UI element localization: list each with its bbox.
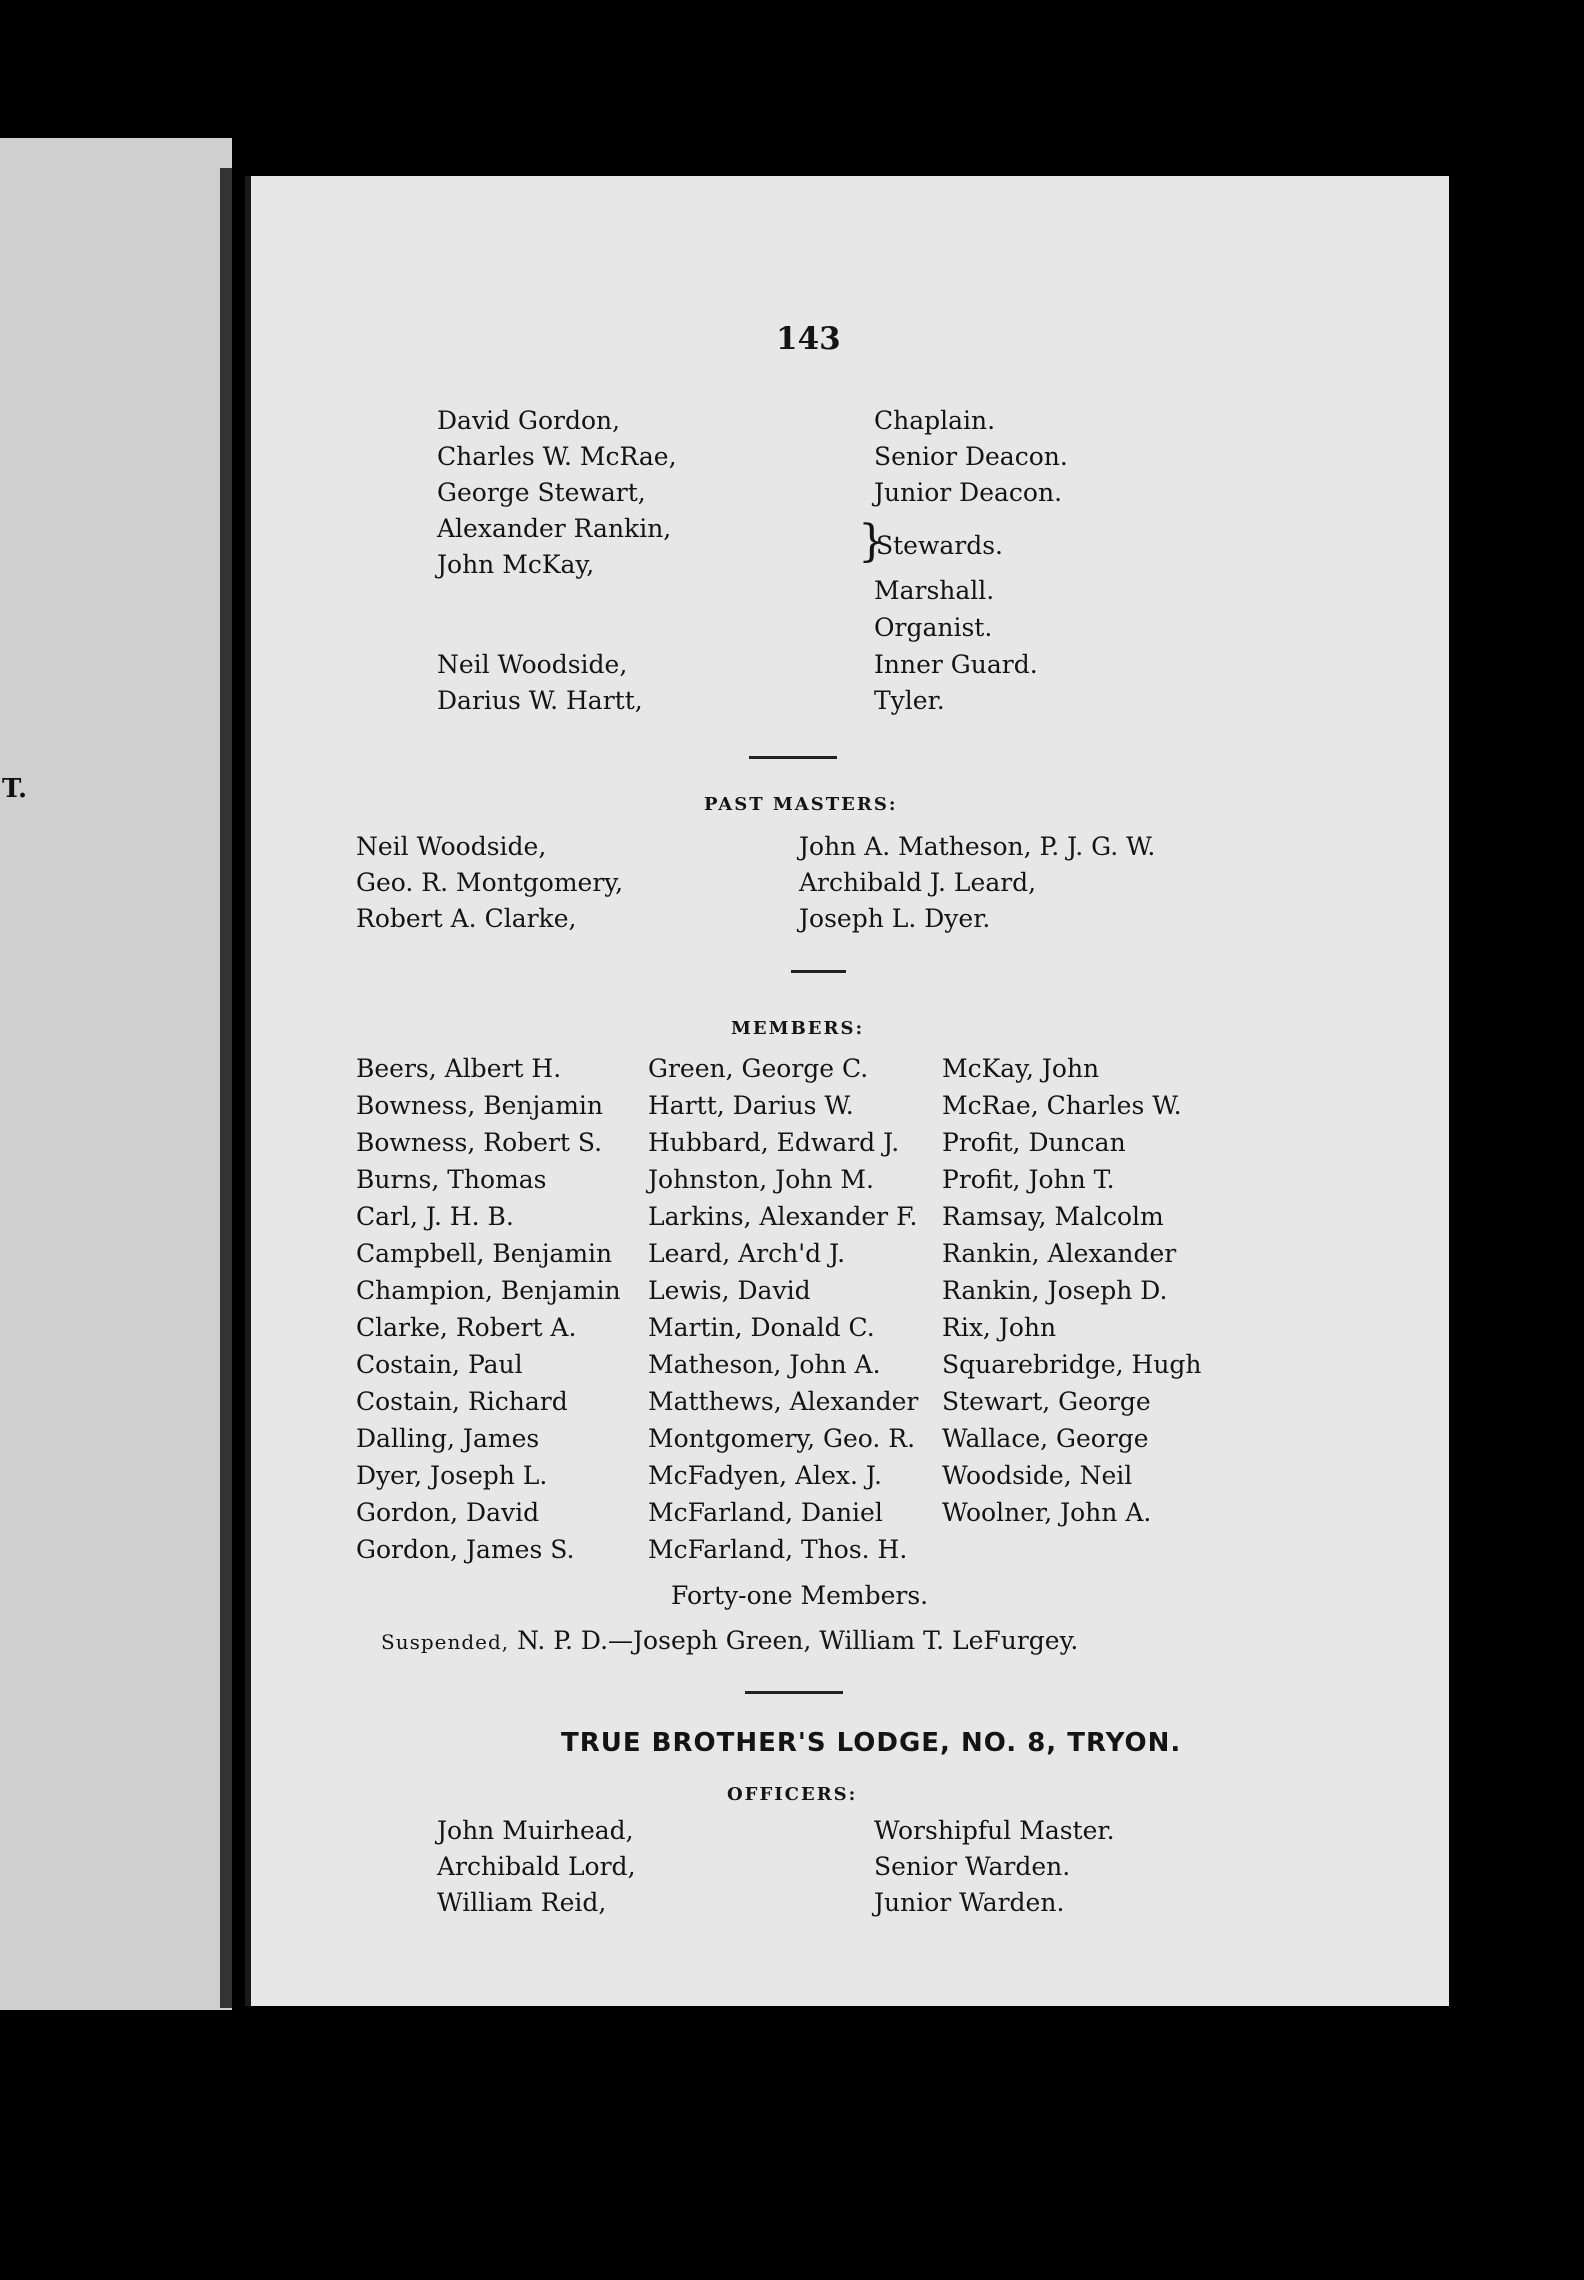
past-master-name: John A. Matheson, P. J. G. W. [799, 832, 1156, 861]
member-name: Matthews, Alexander [648, 1387, 919, 1416]
members-heading: MEMBERS: [731, 1018, 865, 1039]
member-name: Matheson, John A. [648, 1350, 881, 1379]
member-name: Martin, Donald C. [648, 1313, 875, 1342]
marshall-label: Marshall. [874, 576, 995, 605]
member-name: Profit, John T. [942, 1165, 1115, 1194]
officer-name: William Reid, [437, 1888, 607, 1917]
member-name: Squarebridge, Hugh [942, 1350, 1202, 1379]
member-name: McFarland, Thos. H. [648, 1535, 908, 1564]
member-name: Carl, J. H. B. [356, 1202, 514, 1231]
member-name: Beers, Albert H. [356, 1054, 562, 1083]
member-name: Woolner, John A. [942, 1498, 1152, 1527]
member-name: Rix, John [942, 1313, 1057, 1342]
past-masters-heading: PAST MASTERS: [704, 794, 898, 815]
member-name: McRae, Charles W. [942, 1091, 1182, 1120]
member-name: Leard, Arch'd J. [648, 1239, 846, 1268]
member-count: Forty-one Members. [671, 1581, 929, 1610]
officer-role: Junior Warden. [874, 1888, 1065, 1917]
member-name: Hubbard, Edward J. [648, 1128, 900, 1157]
officer-role: Chaplain. [874, 406, 996, 435]
suspended-names: N. P. D.—Joseph Green, William T. LeFurgey. [509, 1626, 1079, 1655]
left-page-edge [0, 138, 232, 2010]
officer-name: Alexander Rankin, [437, 514, 672, 543]
member-name: Rankin, Joseph D. [942, 1276, 1168, 1305]
member-name: McFadyen, Alex. J. [648, 1461, 882, 1490]
officer-name: David Gordon, [437, 406, 621, 435]
past-master-name: Neil Woodside, [356, 832, 547, 861]
past-master-name: Archibald J. Leard, [799, 868, 1037, 897]
member-name: McKay, John [942, 1054, 1100, 1083]
officer-name: Darius W. Hartt, [437, 686, 643, 715]
member-name: Dyer, Joseph L. [356, 1461, 548, 1490]
officer-role: Worshipful Master. [874, 1816, 1115, 1845]
section-divider [749, 756, 837, 759]
member-name: Champion, Benjamin [356, 1276, 621, 1305]
member-name: McFarland, Daniel [648, 1498, 883, 1527]
member-name: Woodside, Neil [942, 1461, 1133, 1490]
lodge-title: TRUE BROTHER'S LODGE, NO. 8, TRYON. [561, 1728, 1182, 1758]
organist-label: Organist. [874, 613, 993, 642]
officer-name: Archibald Lord, [437, 1852, 636, 1881]
member-name: Johnston, John M. [648, 1165, 874, 1194]
officer-name: Charles W. McRae, [437, 442, 677, 471]
stewards-brace: } [858, 516, 886, 567]
member-name: Wallace, George [942, 1424, 1149, 1453]
member-name: Hartt, Darius W. [648, 1091, 854, 1120]
suspended-line [381, 1626, 1078, 1657]
officer-name: John McKay, [437, 550, 595, 579]
officer-name: John Muirhead, [437, 1816, 634, 1845]
member-name: Bowness, Robert S. [356, 1128, 603, 1157]
member-name: Bowness, Benjamin [356, 1091, 603, 1120]
officer-role: Senior Warden. [874, 1852, 1071, 1881]
member-name: Rankin, Alexander [942, 1239, 1177, 1268]
member-name: Clarke, Robert A. [356, 1313, 577, 1342]
member-name: Profit, Duncan [942, 1128, 1126, 1157]
officer-name: Neil Woodside, [437, 650, 628, 679]
member-name: Larkins, Alexander F. [648, 1202, 918, 1231]
past-master-name: Geo. R. Montgomery, [356, 868, 624, 897]
officer-role: Junior Deacon. [874, 478, 1063, 507]
section-divider [745, 1691, 843, 1694]
member-name: Gordon, James S. [356, 1535, 575, 1564]
member-name: Gordon, David [356, 1498, 540, 1527]
page-number: 143 [776, 321, 841, 357]
member-name: Stewart, George [942, 1387, 1151, 1416]
past-master-name: Joseph L. Dyer. [799, 904, 991, 933]
member-name: Lewis, David [648, 1276, 811, 1305]
officer-role: Senior Deacon. [874, 442, 1068, 471]
member-name: Costain, Paul [356, 1350, 523, 1379]
member-name: Ramsay, Malcolm [942, 1202, 1164, 1231]
officer-name: George Stewart, [437, 478, 646, 507]
member-name: Montgomery, Geo. R. [648, 1424, 916, 1453]
member-name: Campbell, Benjamin [356, 1239, 613, 1268]
stewards-label: Stewards. [876, 531, 1004, 560]
member-name: Costain, Richard [356, 1387, 568, 1416]
document-page [245, 176, 1449, 2006]
member-name: Burns, Thomas [356, 1165, 547, 1194]
book-spine [220, 168, 232, 2008]
member-name: Green, George C. [648, 1054, 869, 1083]
suspended-label: Suspended, [381, 1630, 510, 1654]
officers-heading: OFFICERS: [727, 1784, 858, 1805]
past-master-name: Robert A. Clarke, [356, 904, 577, 933]
officer-role: Tyler. [874, 686, 945, 715]
section-divider [791, 970, 846, 973]
officer-role: Inner Guard. [874, 650, 1038, 679]
left-margin-letter: T. [2, 774, 28, 804]
member-name: Dalling, James [356, 1424, 540, 1453]
